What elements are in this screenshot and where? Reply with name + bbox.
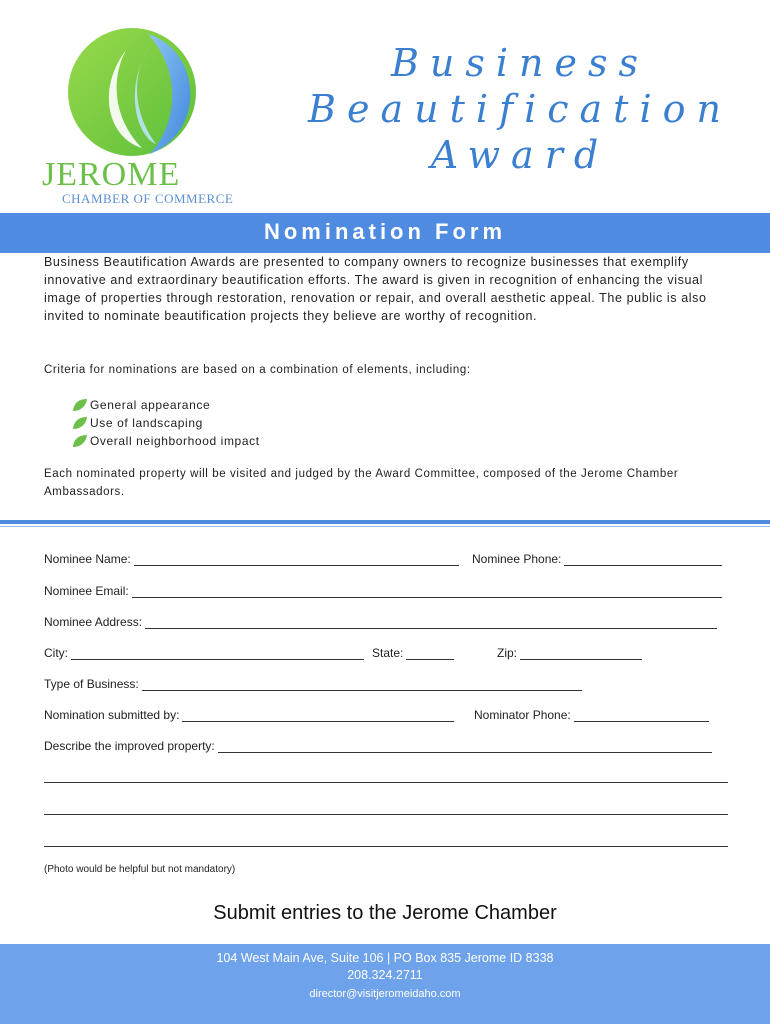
title-line-2: Beautification [308,87,732,131]
criteria-intro: Criteria for nominations are based on a combination of elements, including: [44,364,471,376]
submit-heading: Submit entries to the Jerome Chamber [213,902,557,924]
nominee-email-label: Nominee Email: [44,584,129,598]
footer-address: 104 West Main Ave, Suite 106 | PO Box 835 Jerome ID 8338 [216,951,554,965]
nominee-address-label: Nominee Address: [44,615,143,629]
describe-line[interactable] [44,845,728,847]
list-item [72,396,260,414]
logo-name: JEROME [42,156,181,193]
nominator-phone-field[interactable] [474,708,709,722]
describe-label: Describe the improved property: [44,739,215,753]
footer-phone: 208.324.2711 [347,968,423,982]
nominator-phone-label: Nominator Phone: [474,708,571,722]
describe-line[interactable] [44,781,728,783]
title-line-1: Business [390,41,650,85]
title-line-3: Award [430,133,610,177]
business-type-input[interactable] [142,678,582,691]
state-field[interactable] [372,646,454,660]
nominee-name-field[interactable] [44,552,459,566]
section-divider [0,520,770,524]
nominee-email-input[interactable] [132,585,722,598]
list-item [72,414,260,432]
state-input[interactable] [406,647,454,660]
nominee-email-field[interactable] [44,584,722,598]
nominee-address-field[interactable] [44,615,717,629]
nominator-phone-input[interactable] [574,709,709,722]
submitted-by-input[interactable] [182,709,454,722]
city-label: City: [44,646,68,660]
form-title-band [0,213,770,253]
list-item [72,432,260,450]
describe-line[interactable] [44,813,728,815]
leaf-bullet-icon [72,416,88,430]
judging-paragraph: Each nominated property will be visited and judged by the Award Committee, composed of the Jerome Chamber Ambassadors. [44,468,679,498]
zip-field[interactable] [497,646,642,660]
criteria-item: General appearance [90,398,211,412]
city-input[interactable] [71,647,364,660]
city-field[interactable] [44,646,364,660]
nominee-phone-label: Nominee Phone: [472,552,562,566]
describe-input[interactable] [218,740,712,753]
state-label: State: [372,646,404,660]
submitted-by-field[interactable] [44,708,454,722]
zip-label: Zip: [497,646,518,660]
logo-subtitle: CHAMBER OF COMMERCE [62,191,234,206]
nominee-name-label: Nominee Name: [44,552,131,566]
footer-email[interactable]: director@visitjeromeidaho.com [309,988,461,1000]
describe-field[interactable] [44,739,712,753]
criteria-list [72,396,260,450]
business-type-label: Type of Business: [44,677,139,691]
form-title: Nomination Form [263,219,507,244]
section-divider-thin [0,526,770,527]
contact-footer [0,944,770,1024]
intro-paragraph: Business Beautification Awards are presented to company owners to recognize businesses that exemplify innovative and extraordinary beautification efforts. The award is given in recognition of enhancing the visual image of properties through restoration, renovation or repair, and overall aesthetic appeal. The public is also invited to nominate beautification projects they believe are worthy of recognition. [44,255,707,323]
leaf-bullet-icon [72,398,88,412]
leaf-bullet-icon [72,434,88,448]
business-type-field[interactable] [44,677,582,691]
nominee-name-input[interactable] [134,553,459,566]
zip-input[interactable] [520,647,642,660]
criteria-item: Overall neighborhood impact [90,434,260,448]
nominee-address-input[interactable] [145,616,717,629]
nominee-phone-input[interactable] [564,553,722,566]
submitted-by-label: Nomination submitted by: [44,708,180,722]
criteria-item: Use of landscaping [90,416,203,430]
photo-note: (Photo would be helpful but not mandatory) [44,864,236,875]
award-title [290,40,750,178]
nominee-phone-field[interactable] [472,552,722,566]
